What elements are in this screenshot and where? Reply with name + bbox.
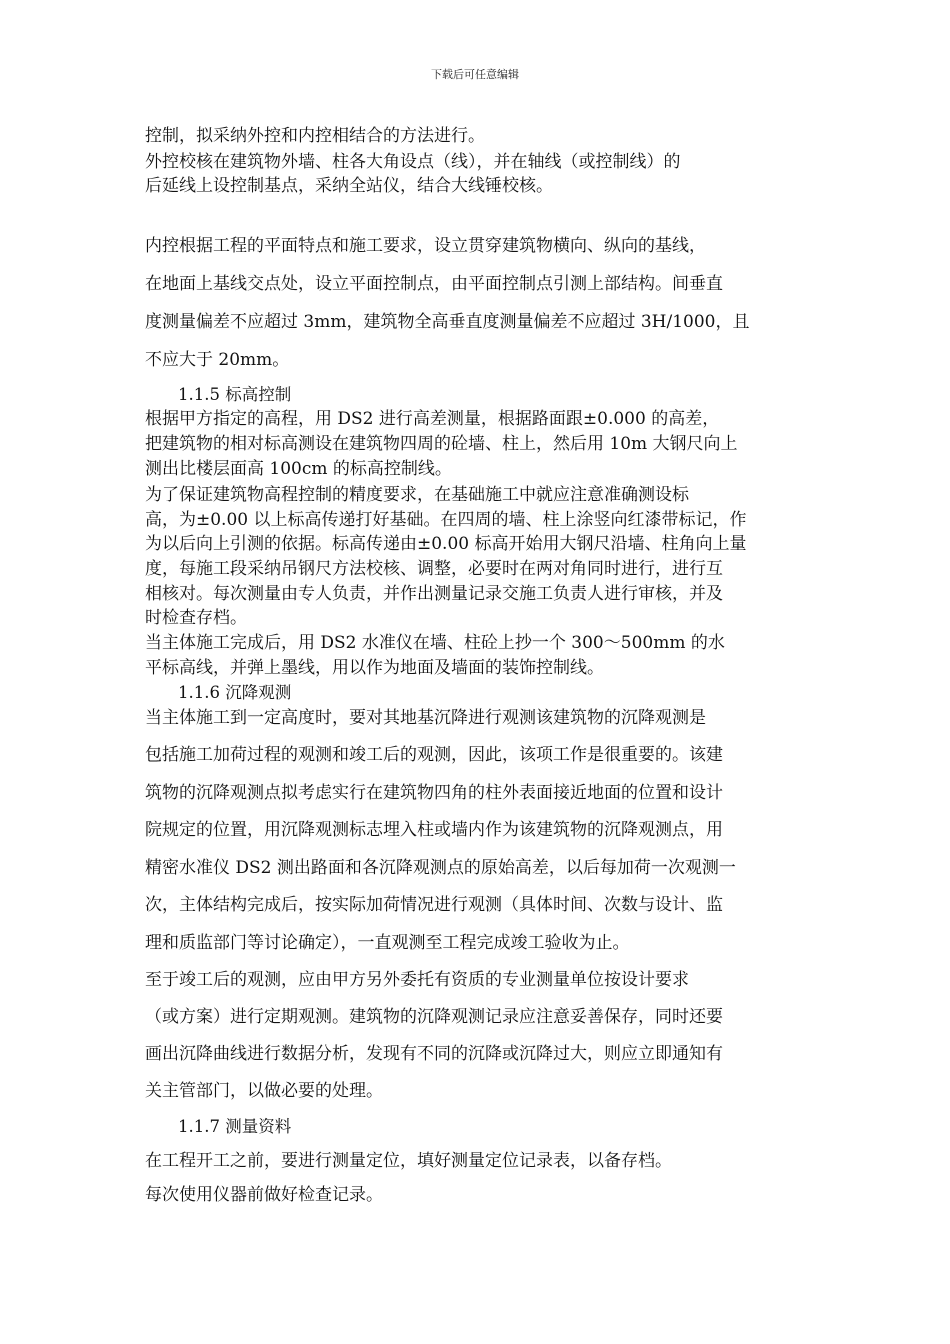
- paragraph-line: 理和质监部门等讨论确定），一直观测至工程完成竣工验收为止。: [145, 933, 630, 953]
- paragraph-line: 度，每施工段采纳吊钢尺方法校核、调整，必要时在两对角同时进行，进行互: [145, 559, 723, 579]
- paragraph-line: 平标高线，并弹上墨线，用以作为地面及墙面的装饰控制线。: [145, 658, 604, 678]
- paragraph-line: 关主管部门，以做必要的处理。: [145, 1081, 383, 1101]
- paragraph-line: 当主体施工到一定高度时，要对其地基沉降进行观测该建筑物的沉降观测是: [145, 708, 706, 728]
- paragraph-line: 为了保证建筑物高程控制的精度要求，在基础施工中就应注意准确测设标: [145, 485, 689, 505]
- paragraph-line: 把建筑物的相对标高测设在建筑物四周的砼墙、柱上，然后用 10m 大钢尺向上: [145, 434, 738, 454]
- section-heading-1-1-6: 1.1.6 沉降观测: [178, 683, 292, 702]
- paragraph-line: 筑物的沉降观测点拟考虑实行在建筑物四角的柱外表面接近地面的位置和设计: [145, 783, 723, 803]
- paragraph-line: （或方案）进行定期观测。建筑物的沉降观测记录应注意妥善保存，同时还要: [145, 1007, 723, 1027]
- paragraph-line: 外控校核在建筑物外墙、柱各大角设点（线），并在轴线（或控制线）的: [145, 152, 681, 172]
- paragraph-line: 精密水准仪 DS2 测出路面和各沉降观测点的原始高差，以后每加荷一次观测一: [145, 858, 736, 878]
- paragraph-line: 内控根据工程的平面特点和施工要求，设立贯穿建筑物横向、纵向的基线，: [145, 236, 706, 256]
- paragraph-line: 不应大于 20mm。: [145, 350, 290, 370]
- paragraph-line: 为以后向上引测的依据。标高传递由±0.00 标高开始用大钢尺沿墙、柱角向上量: [145, 534, 747, 554]
- section-heading-1-1-5: 1.1.5 标高控制: [178, 385, 292, 404]
- paragraph-line: 后延线上设控制基点，采纳全站仪，结合大线锤校核。: [145, 176, 553, 196]
- paragraph-line: 根据甲方指定的高程，用 DS2 进行高差测量，根据路面跟±0.000 的高差，: [145, 409, 720, 429]
- paragraph-line: 在地面上基线交点处，设立平面控制点，由平面控制点引测上部结构。间垂直: [145, 274, 723, 294]
- paragraph-line: 次，主体结构完成后，按实际加荷情况进行观测（具体时间、次数与设计、监: [145, 895, 723, 915]
- paragraph-line: 包括施工加荷过程的观测和竣工后的观测，因此，该项工作是很重要的。该建: [145, 745, 723, 765]
- paragraph-line: 院规定的位置，用沉降观测标志埋入柱或墙内作为该建筑物的沉降观测点，用: [145, 820, 723, 840]
- paragraph-line: 度测量偏差不应超过 3mm，建筑物全高垂直度测量偏差不应超过 3H/1000，且: [145, 312, 750, 332]
- paragraph-line: 高，为±0.00 以上标高传递打好基础。在四周的墙、柱上涂竖向红漆带标记，作: [145, 510, 747, 530]
- page-header: 下载后可任意编辑: [431, 68, 519, 81]
- paragraph-line: 在工程开工之前，要进行测量定位，填好测量定位记录表，以备存档。: [145, 1151, 672, 1171]
- paragraph-line: 控制，拟采纳外控和内控相结合的方法进行。: [145, 126, 485, 146]
- paragraph-line: 至于竣工后的观测，应由甲方另外委托有资质的专业测量单位按设计要求: [145, 970, 689, 990]
- paragraph-line: 当主体施工完成后，用 DS2 水准仪在墙、柱砼上抄一个 300～500mm 的水: [145, 633, 725, 653]
- paragraph-line: 每次使用仪器前做好检查记录。: [145, 1185, 383, 1205]
- section-heading-1-1-7: 1.1.7 测量资料: [178, 1117, 292, 1136]
- paragraph-line: 相核对。每次测量由专人负责，并作出测量记录交施工负责人进行审核，并及: [145, 584, 723, 604]
- paragraph-line: 画出沉降曲线进行数据分析，发现有不同的沉降或沉降过大，则应立即通知有: [145, 1044, 723, 1064]
- paragraph-line: 时检查存档。: [145, 608, 247, 628]
- paragraph-line: 测出比楼层面高 100cm 的标高控制线。: [145, 459, 452, 479]
